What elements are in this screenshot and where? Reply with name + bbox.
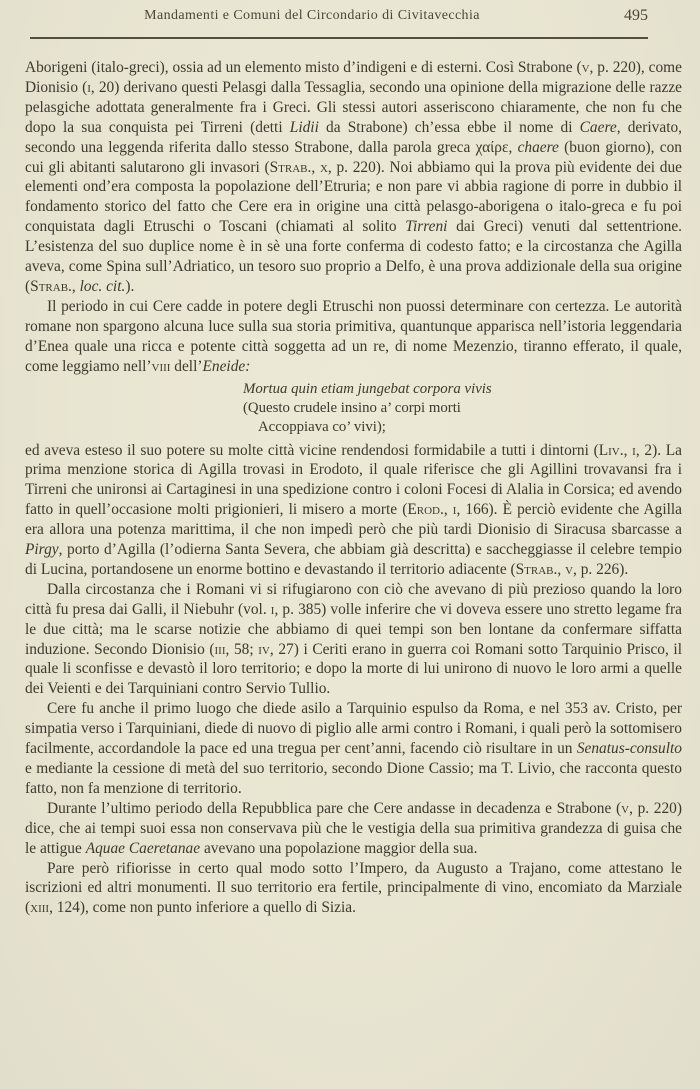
verse-quotation: [243, 380, 682, 437]
paragraph: Cere fu anche il primo luogo che diede asilo a Tarquinio espulso da Roma, e nel 353 av. Cristo, per simpatia verso i Tarquiniani, diede di nuovo di piglio alle armi contro i Romani, i quali però la sottomisero facilmente, accordandole la pace ed una tregua per cent’anni, facendo ciò risultare in un Senatus-consulto e mediante la cessione di metà del suo territorio, secondo Dione Cassio; ma T. Livio, che racconta questo fatto, non fa menzione di territorio.: [25, 700, 682, 797]
running-head: [30, 8, 650, 30]
text-block: [25, 58, 682, 918]
paragraph: Dalla circostanza che i Romani vi si rifugiarono con ciò che avevano di più prezioso quando la loro città fu presa dai Galli, il Niebuhr (vol. i, p. 385) volle inferire che vi doveva essere uno stretto legame fra le due città; ma le scarse notizie che abbiamo di quei tempi son ben lontane da confermare siffatta induzione. Secondo Dionisio (iii, 58; iv, 27) i Ceriti erano in guerra coi Romani sotto Tarquinio Prisco, il quale li sconfisse e devastò il loro territorio; e dopo la morte di lui unirono di nuovo le loro armi a quelle dei Veienti e dei Tarquiniani contro Servio Tullio.: [25, 580, 682, 698]
paragraph: Aborigeni (italo-greci), ossia ad un elemento misto d’indigeni e di esterni. Così Strabone (v, p. 220), come Dionisio (i, 20) derivano questi Pelasgi dalla Tessaglia, secondo una opinione della migrazione delle razze pelasgiche adottata generalmente fra i Greci. Gli stessi autori asseriscono chiaramente, che non fu che dopo la sua conquista pei Tirreni (detti Lidii da Strabone) ch’essa ebbe il nome di Caere, derivato, secondo una leggenda riferita dallo stesso Strabone, dalla parola greca χαίρε, chaere (buon giorno), con cui gli abitanti salutarono gli invasori (Strab., x, p. 220). Noi abbiamo qui la prova più evidente dei due elementi ond’era composta la popolazione dell’Etruria; e non pare vi abbia ragione di porre in dubbio il fondamento storico del fatto che Cere era in origine una città pelasgo-aborigena o italo-greca e fu poi conquistata dagli Etruschi o Toscani (chiamati al solito Tirreni dai Greci) venuti dal settentrione. L’esistenza del suo duplice nome è in sè una forte conferma di codesto fatto; e la circostanza che Agilla aveva, come Spina sull’Adriatico, un tesoro suo proprio a Delfo, è una prova addizionale della sua origine (Strab., loc. cit.).: [25, 59, 683, 295]
verse-line: Accoppiava co’ vivi);: [258, 418, 386, 435]
paragraph: ed aveva esteso il suo potere su molte città vicine rendendosi formidabile a tutti i dintorni (Liv., i, 2). La prima menzione storica di Agilla trovasi in Erodoto, il quale riferisce che gli Agillini trovavansi fra i Tirreni che unironsi ai Cartaginesi in una spedizione contro i coloni Focesi di Alalia in Corsica; ed avendo fatto in quell’occasione molti prigionieri, li misero a morte (Erod., i, 166). È perciò evidente che Agilla era allora una potenza marittima, il che non impedì però che più tardi Dionisio di Siracusa sbarcasse a Pirgy, porto d’Agilla (l’odierna Santa Severa, che abbiam già descritta) e saccheggiasse il celebre tempio di Lucina, portandosene un enorme bottino e devastando il territorio adiacente (Strab., v, p. 226).: [25, 441, 682, 578]
paragraph: Pare però rifiorisse in certo qual modo sotto l’Impero, da Augusto a Trajano, come attestano le iscrizioni ed altri monumenti. Il suo territorio era fertile, principalmente di vino, encomiato da Marziale (xiii, 124), come non punto inferiore a quello di Sizia.: [25, 859, 682, 917]
running-title: Mandamenti e Comuni del Circondario di Civitavecchia: [144, 8, 480, 23]
page-number: 495: [624, 7, 648, 24]
paragraph: Durante l’ultimo periodo della Repubblica pare che Cere andasse in decadenza e Strabone (v, p. 220) dice, che ai tempi suoi essa non conservava più che le vestigia della sua primitiva grandezza di guisa che le attigue Aquae Caeretanae avevano una popolazione maggior della sua.: [25, 799, 682, 857]
verse-line: Mortua quin etiam jungebat corpora vivis: [243, 380, 492, 397]
verse-line: (Questo crudele insino a’ corpi morti: [243, 399, 461, 416]
header-rule: [30, 37, 648, 39]
paragraph: Il periodo in cui Cere cadde in potere degli Etruschi non puossi determinare con certezza. Le autorità romane non spargono alcuna luce sulla sua storia primitiva, quantunque apparisca nell’istoria leggendaria d’Enea quale una ricca e potente città soggetta ad un re, di nome Mezenzio, tiranno efferato, il quale, come leggiamo nell’viii dell’Eneide:: [25, 297, 682, 375]
